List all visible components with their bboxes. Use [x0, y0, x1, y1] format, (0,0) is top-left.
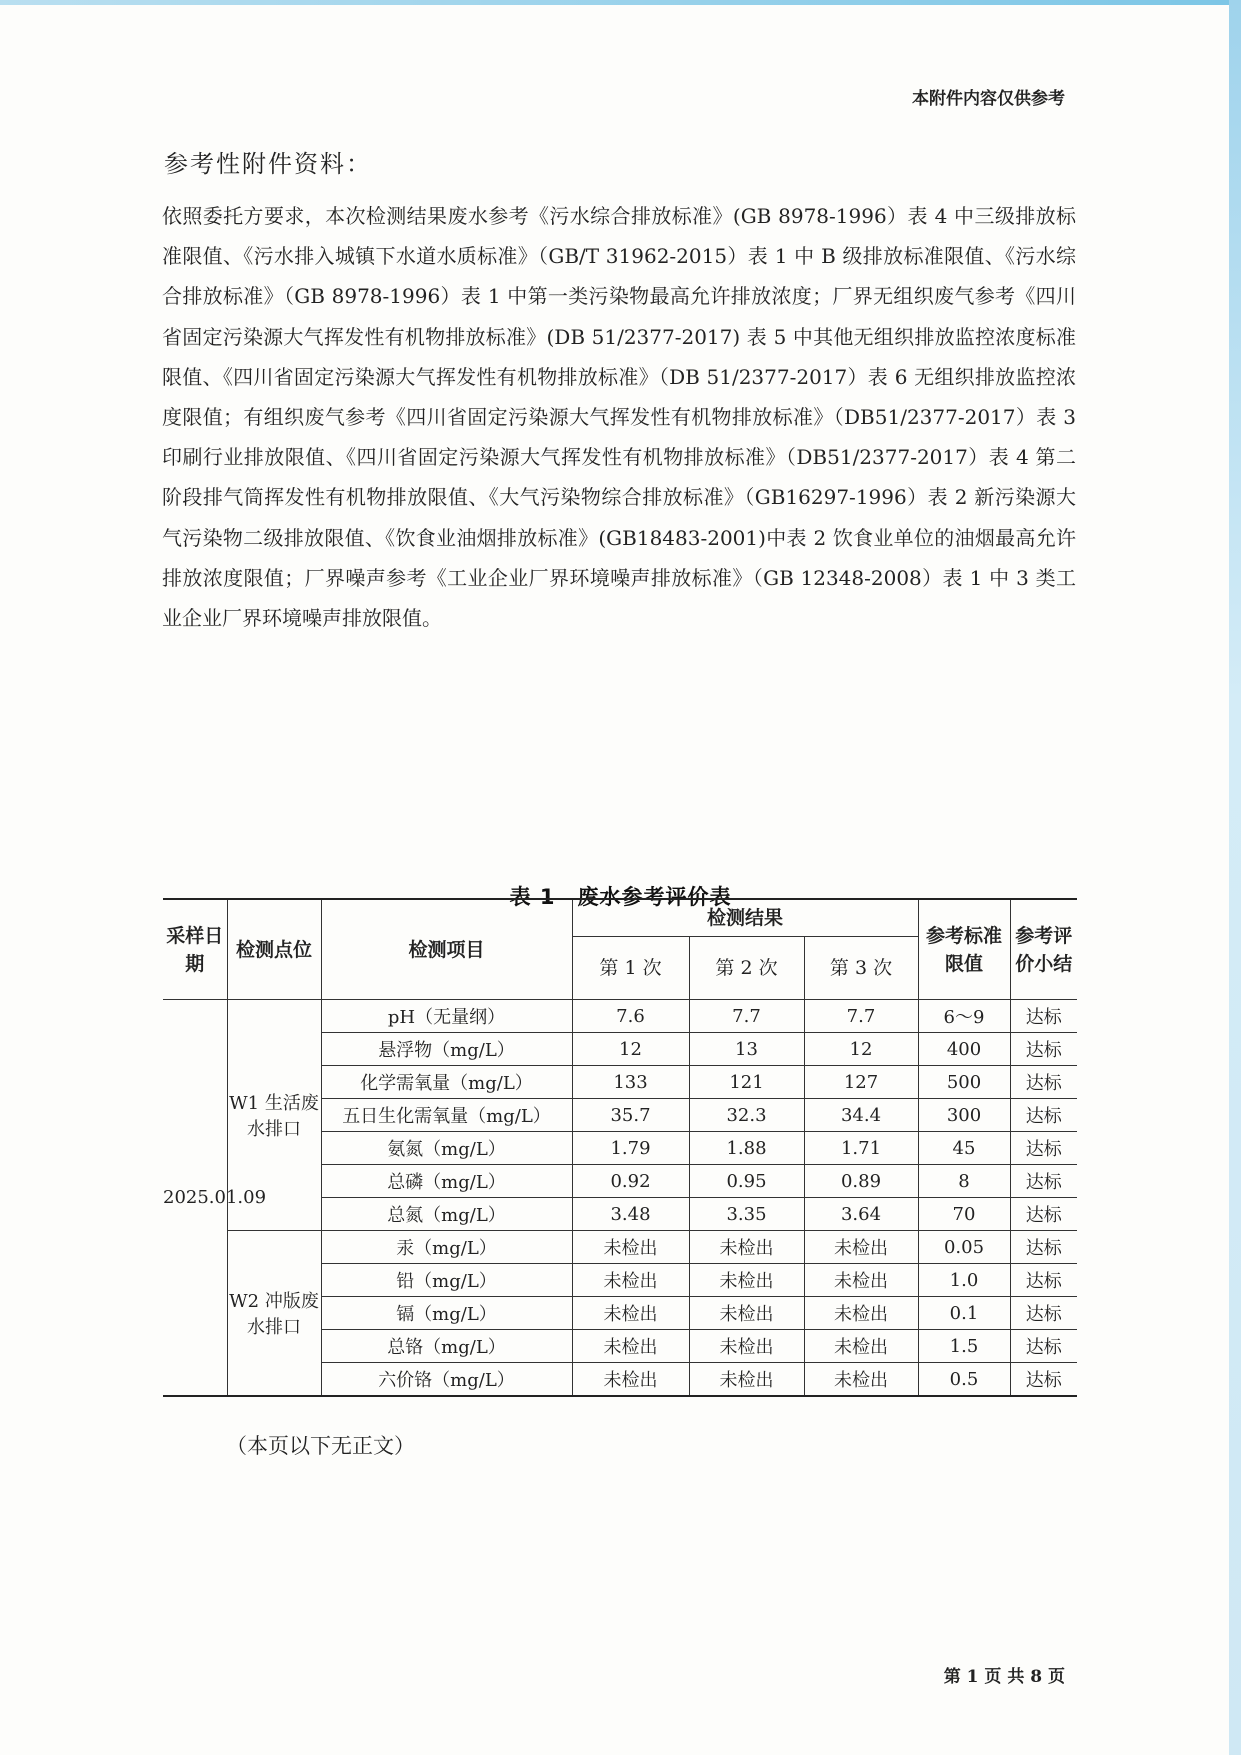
run2-cell: 未检出 — [689, 1363, 804, 1397]
limit-cell: 500 — [918, 1066, 1010, 1099]
run3-cell: 7.7 — [804, 1000, 918, 1033]
evaluation-cell: 达标 — [1010, 1099, 1077, 1132]
limit-cell: 1.5 — [918, 1330, 1010, 1363]
limit-cell: 8 — [918, 1165, 1010, 1198]
run1-cell: 未检出 — [572, 1363, 689, 1397]
header-sampling-date: 采样日期 — [163, 899, 227, 1000]
evaluation-cell: 达标 — [1010, 1033, 1077, 1066]
item-cell: 氨氮（mg/L） — [321, 1132, 572, 1165]
run2-cell: 1.88 — [689, 1132, 804, 1165]
limit-cell: 300 — [918, 1099, 1010, 1132]
run3-cell: 0.89 — [804, 1165, 918, 1198]
run1-cell: 3.48 — [572, 1198, 689, 1231]
limit-cell: 1.0 — [918, 1264, 1010, 1297]
limit-cell: 0.1 — [918, 1297, 1010, 1330]
wastewater-evaluation-table — [163, 898, 1077, 1397]
run1-cell: 0.92 — [572, 1165, 689, 1198]
run2-cell: 121 — [689, 1066, 804, 1099]
point-cell-w2: W2 冲版废水排口 — [227, 1231, 321, 1397]
header-note: 本附件内容仅供参考 — [912, 89, 1065, 109]
header-run-3: 第 3 次 — [804, 937, 918, 1000]
evaluation-cell: 达标 — [1010, 1198, 1077, 1231]
page-number: 第 1 页 共 8 页 — [943, 1667, 1065, 1687]
item-cell: 总磷（mg/L） — [321, 1165, 572, 1198]
point-cell-w1: W1 生活废水排口 — [227, 1000, 321, 1231]
item-cell: 总铬（mg/L） — [321, 1330, 572, 1363]
run3-cell: 未检出 — [804, 1330, 918, 1363]
run1-cell: 35.7 — [572, 1099, 689, 1132]
header-run-2: 第 2 次 — [689, 937, 804, 1000]
run2-cell: 32.3 — [689, 1099, 804, 1132]
run3-cell: 12 — [804, 1033, 918, 1066]
table-row — [163, 1000, 1077, 1033]
limit-cell: 6～9 — [918, 1000, 1010, 1033]
evaluation-cell: 达标 — [1010, 1132, 1077, 1165]
item-cell: 汞（mg/L） — [321, 1231, 572, 1264]
limit-cell: 0.05 — [918, 1231, 1010, 1264]
item-cell: 化学需氧量（mg/L） — [321, 1066, 572, 1099]
run2-cell: 3.35 — [689, 1198, 804, 1231]
footer-note: （本页以下无正文） — [226, 1434, 415, 1458]
evaluation-cell: 达标 — [1010, 1165, 1077, 1198]
item-cell: 六价铬（mg/L） — [321, 1363, 572, 1397]
header-point: 检测点位 — [227, 899, 321, 1000]
run1-cell: 未检出 — [572, 1231, 689, 1264]
sampling-date-cell: 2025.01.09 — [163, 1000, 227, 1397]
run1-cell: 12 — [572, 1033, 689, 1066]
run2-cell: 未检出 — [689, 1297, 804, 1330]
evaluation-cell: 达标 — [1010, 1000, 1077, 1033]
run3-cell: 未检出 — [804, 1297, 918, 1330]
table-row — [163, 1231, 1077, 1264]
run3-cell: 3.64 — [804, 1198, 918, 1231]
scan-edge-top — [0, 0, 1241, 5]
header-limit: 参考标准限值 — [918, 899, 1010, 1000]
item-cell: 五日生化需氧量（mg/L） — [321, 1099, 572, 1132]
limit-cell: 400 — [918, 1033, 1010, 1066]
run3-cell: 未检出 — [804, 1363, 918, 1397]
run1-cell: 未检出 — [572, 1264, 689, 1297]
evaluation-cell: 达标 — [1010, 1231, 1077, 1264]
run2-cell: 0.95 — [689, 1165, 804, 1198]
item-cell: 总氮（mg/L） — [321, 1198, 572, 1231]
run3-cell: 127 — [804, 1066, 918, 1099]
run1-cell: 7.6 — [572, 1000, 689, 1033]
item-cell: 悬浮物（mg/L） — [321, 1033, 572, 1066]
limit-cell: 70 — [918, 1198, 1010, 1231]
evaluation-cell: 达标 — [1010, 1066, 1077, 1099]
item-cell: pH（无量纲） — [321, 1000, 572, 1033]
run3-cell: 未检出 — [804, 1264, 918, 1297]
item-cell: 铅（mg/L） — [321, 1264, 572, 1297]
run2-cell: 7.7 — [689, 1000, 804, 1033]
table-title: 表 1 废水参考评价表 — [509, 885, 732, 909]
run2-cell: 未检出 — [689, 1330, 804, 1363]
run3-cell: 未检出 — [804, 1231, 918, 1264]
evaluation-cell: 达标 — [1010, 1330, 1077, 1363]
run2-cell: 未检出 — [689, 1264, 804, 1297]
header-evaluation: 参考评价小结 — [1010, 899, 1077, 1000]
evaluation-cell: 达标 — [1010, 1297, 1077, 1330]
header-item: 检测项目 — [321, 899, 572, 1000]
run3-cell: 1.71 — [804, 1132, 918, 1165]
run2-cell: 未检出 — [689, 1231, 804, 1264]
body-paragraph: 依照委托方要求，本次检测结果废水参考《污水综合排放标准》(GB 8978-1996）表 4 中三级排放标准限值、《污水排入城镇下水道水质标准》（GB/T 31962-2015）表 1 中 B 级排放标准限值、《污水综合排放标准》（GB 8978-1996）表 1 中第一类污染物最高允许排放浓度；厂界无组织废气参考《四川省固定污染源大气挥发性有机物排放标准》(DB 51/2377-2017) 表 5 中其他无组织排放监控浓度标准限值、《四川省固定污染源大气挥发性有机物排放标准》（DB 51/2377-2017）表 6 无组织排放监控浓度限值；有组织废气参考《四川省固定污染源大气挥发性有机物排放标准》（DB51/2377-2017）表 3 印刷行业排放限值、《四川省固定污染源大气挥发性有机物排放标准》（DB51/2377-2017）表 4 第二阶段排气筒挥发性有机物排放限值、《大气污染物综合排放标准》（GB16297-1996）表 2 新污染源大气污染物二级排放限值、《饮食业油烟排放标准》(GB18483-2001)中表 2 饮食业单位的油烟最高允许排放浓度限值；厂界噪声参考《工业企业厂界环境噪声排放标准》（GB 12348-2008）表 1 中 3 类工业企业厂界环境噪声排放限值。 — [162, 204, 1076, 631]
run3-cell: 34.4 — [804, 1099, 918, 1132]
section-title: 参考性附件资料： — [164, 150, 372, 178]
run1-cell: 133 — [572, 1066, 689, 1099]
run2-cell: 13 — [689, 1033, 804, 1066]
item-cell: 镉（mg/L） — [321, 1297, 572, 1330]
header-results: 检测结果 — [572, 899, 918, 937]
run1-cell: 1.79 — [572, 1132, 689, 1165]
limit-cell: 0.5 — [918, 1363, 1010, 1397]
scan-edge-right — [1229, 0, 1241, 1755]
header-run-1: 第 1 次 — [572, 937, 689, 1000]
run1-cell: 未检出 — [572, 1330, 689, 1363]
evaluation-cell: 达标 — [1010, 1264, 1077, 1297]
limit-cell: 45 — [918, 1132, 1010, 1165]
run1-cell: 未检出 — [572, 1297, 689, 1330]
evaluation-cell: 达标 — [1010, 1363, 1077, 1397]
